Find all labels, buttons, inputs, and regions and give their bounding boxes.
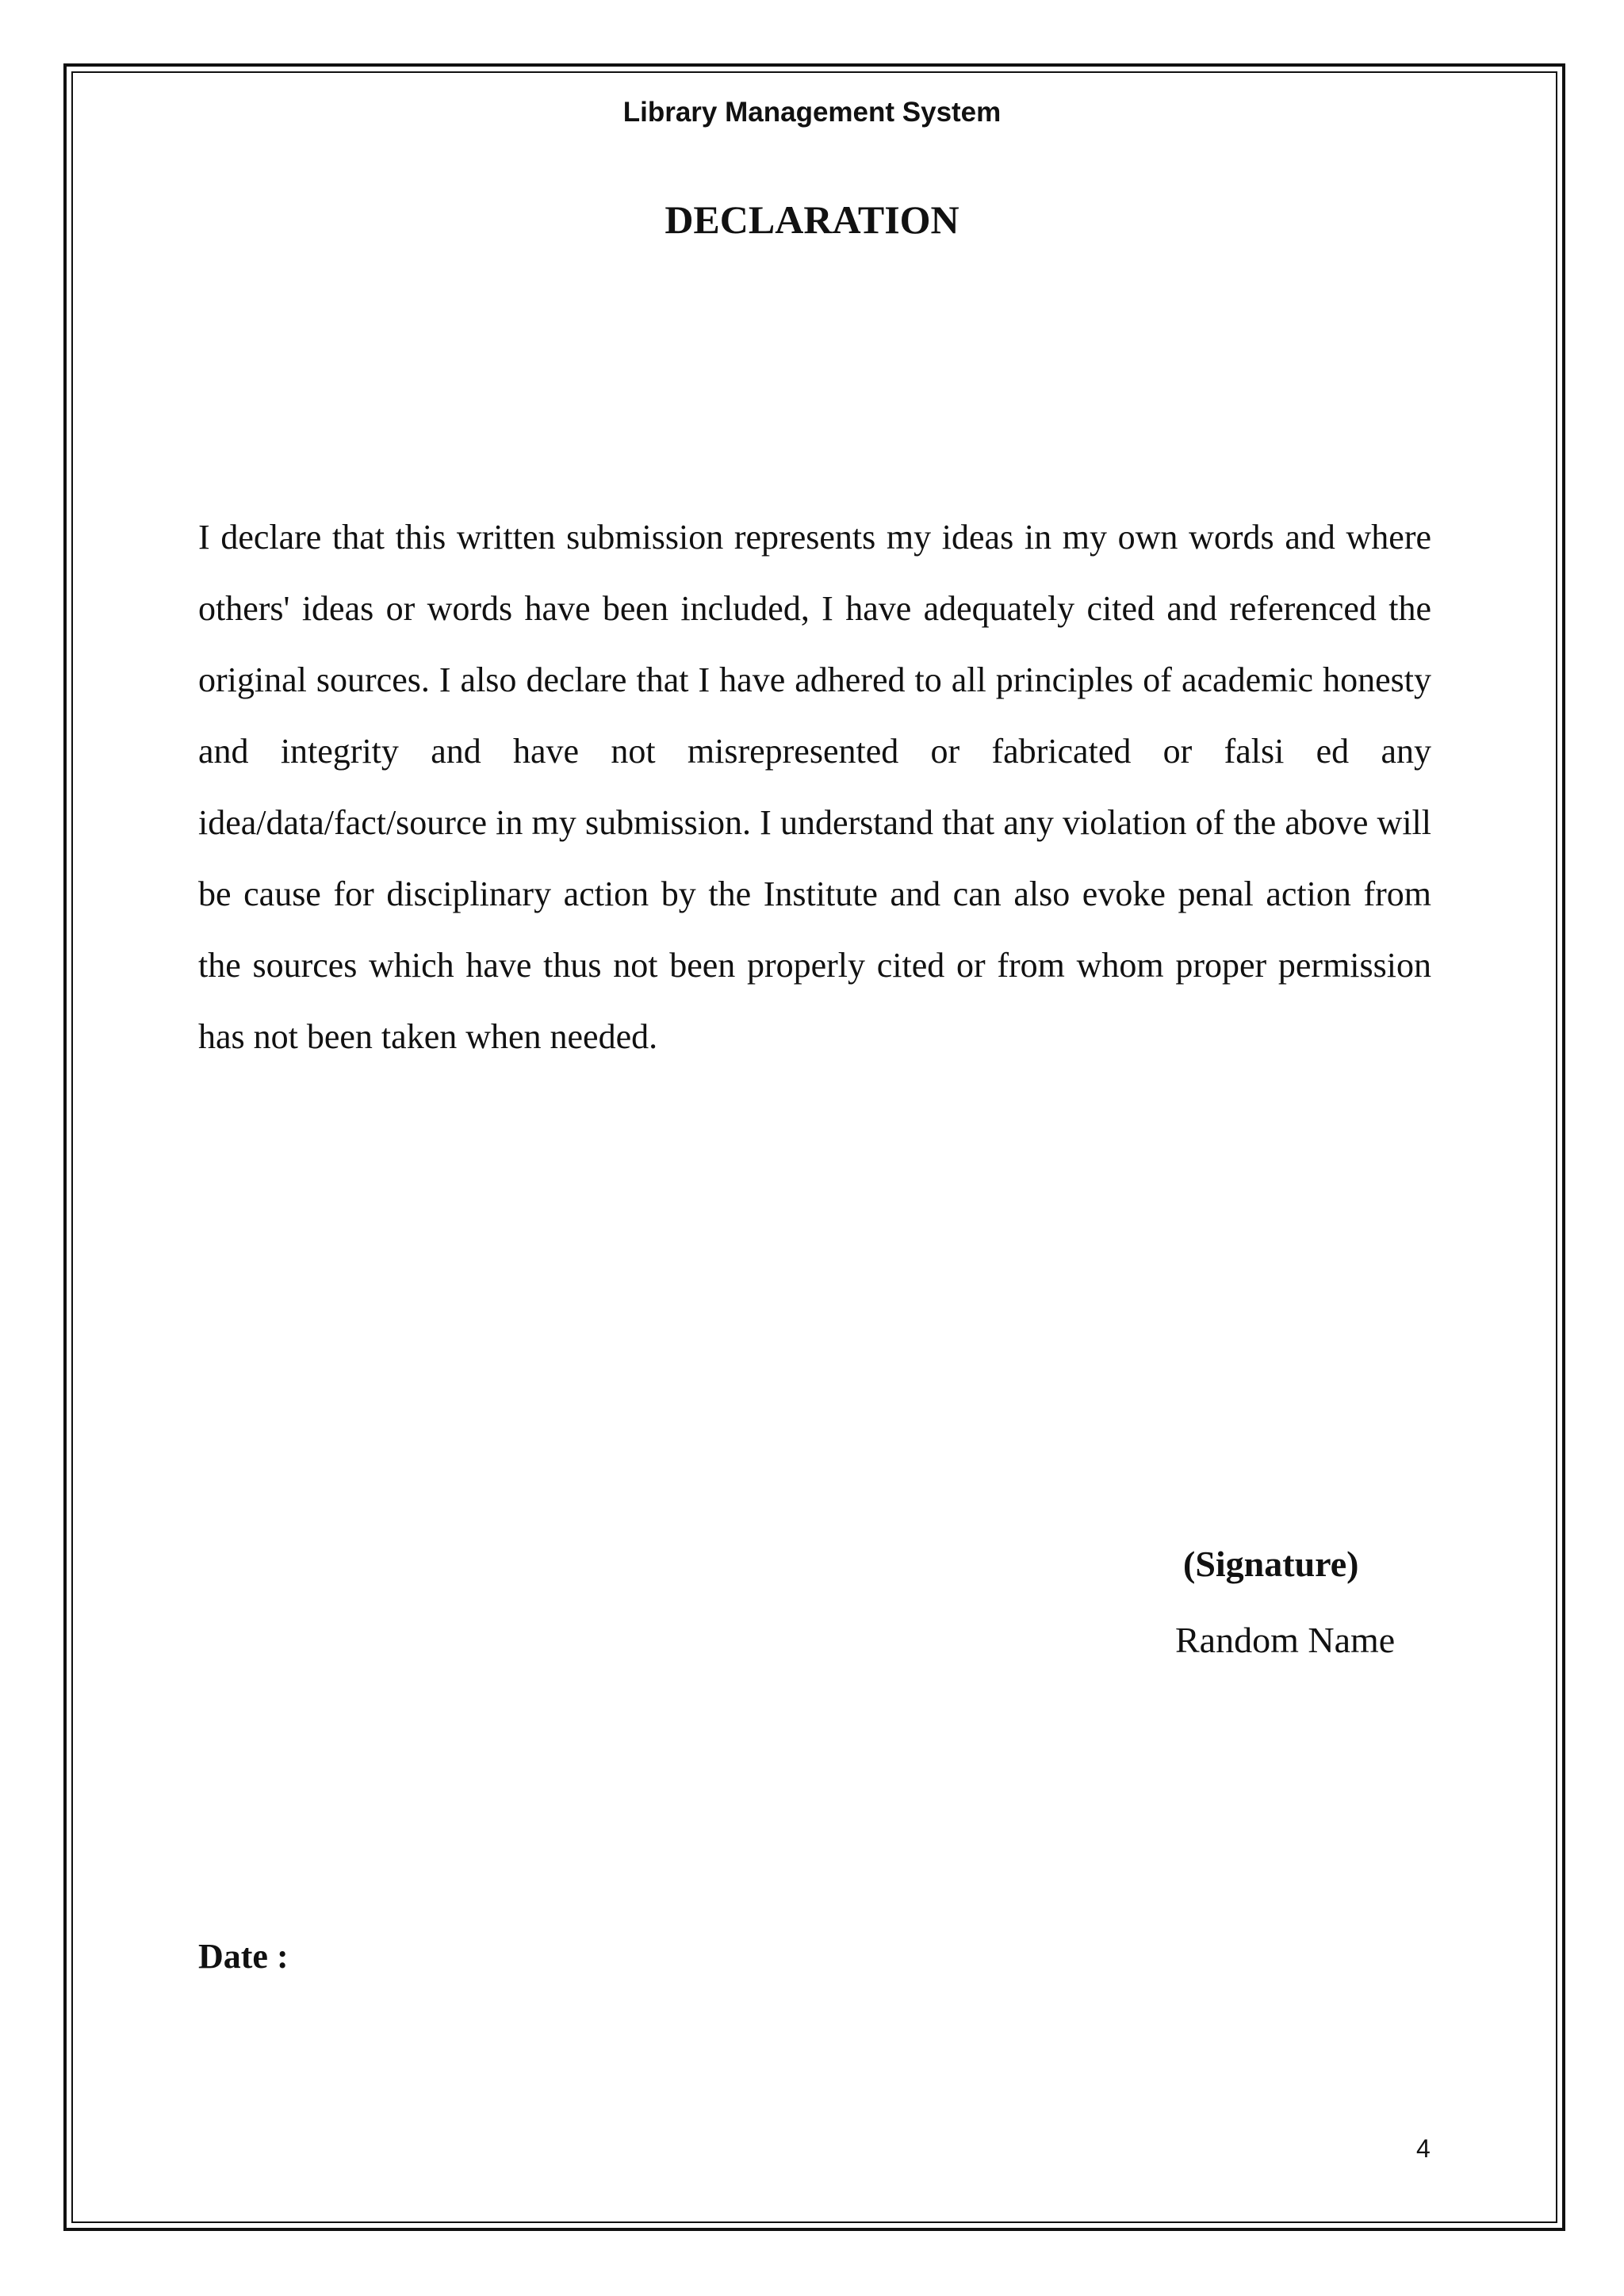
signer-name: Random Name	[1175, 1620, 1396, 1660]
running-header: Library Management System	[622, 97, 1002, 128]
page-title: DECLARATION	[665, 197, 959, 242]
declaration-paragraph: I declare that this written submission represents my ideas in my own words and where others' ideas or words have been included, I have adequately cited and referenced the original sources. I also declare that I have adhered to all principles of academic honesty and integrity and have not misrepresented or fabricated or falsi ed any idea/data/fact/source in my submission. I understand that any violation of the above will be cause for disciplinary action by the Institute and can also evoke penal action from the sources which have thus not been properly cited or from whom proper permission has not been taken when needed.	[198, 518, 1431, 1056]
page-border-inner	[71, 71, 1557, 2223]
signature-label: (Signature)	[1183, 1544, 1359, 1584]
page-number: 4	[1416, 2134, 1431, 2163]
date-label: Date :	[198, 1937, 289, 1976]
